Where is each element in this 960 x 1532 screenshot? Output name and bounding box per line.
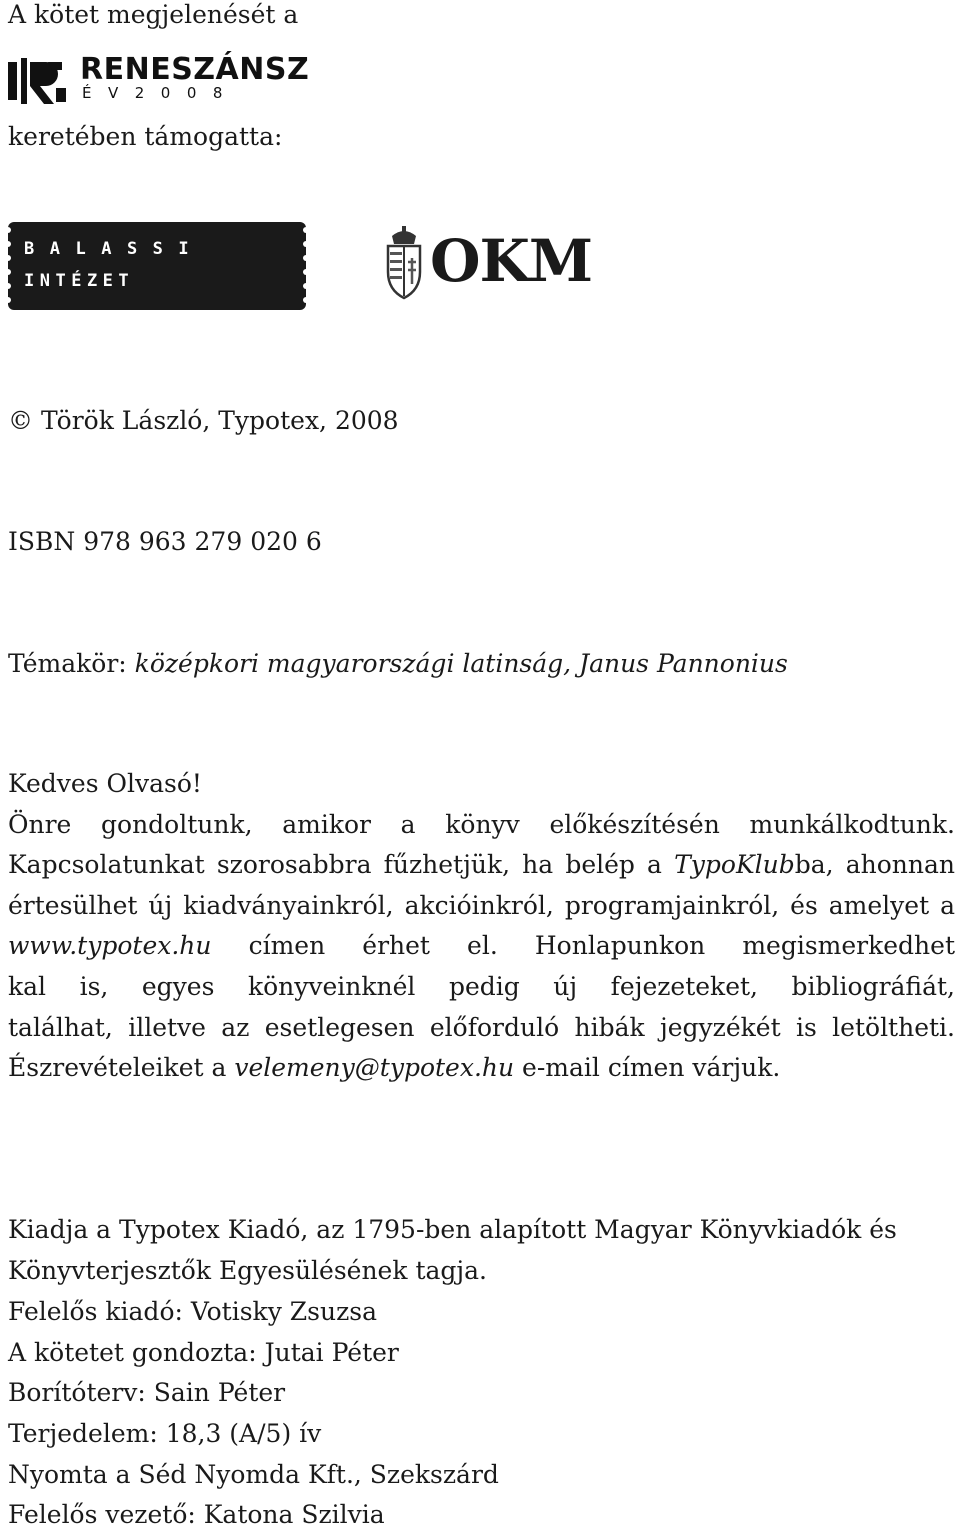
typoklub-name: TypoKlub (674, 850, 795, 880)
isbn-line: ISBN 978 963 279 020 6 (8, 527, 322, 556)
reader-line-6: találhat, illetve az esetlegesen előforduló hibák jegyzékét is letöltheti. (8, 1012, 955, 1042)
reader-line-1: Önre gondoltunk, amikor a könyv előkészítésén munkálkodtunk. (8, 809, 955, 839)
renaissance-year-logo (8, 52, 310, 106)
supported-by-text: keretében támogatta: (8, 122, 283, 151)
website-link[interactable]: www.typotex.hu (8, 931, 212, 961)
reader-line-3: értesülhet új kiadványainkról, akcióinkról, programjainkról, és amelyet a (8, 890, 955, 920)
colophon-line-8: Felelős vezető: Katona Szilvia (8, 1500, 385, 1529)
intro-text: A kötet megjelenését a (8, 0, 299, 29)
balassi-line-1: BALASSI (24, 239, 205, 259)
balassi-institute-logo (8, 222, 306, 310)
copyright-line: © Török László, Typotex, 2008 (8, 406, 399, 435)
topic-value: középkori magyarországi latinság, Janus Pannonius (134, 649, 788, 678)
reader-line-2-start: Kapcsolatunkat szorosabbra fűzhetjük, ha belép a (8, 850, 675, 880)
reader-line-7 (8, 1048, 955, 1089)
renaissance-name: RENESZÁNSZ (80, 52, 310, 87)
reader-line-2 (8, 845, 955, 886)
reader-line-7-end: e-mail címen várjuk. (514, 1053, 781, 1083)
topic-line (8, 647, 788, 681)
reader-line-7-start: Észrevételeiket a (8, 1053, 235, 1083)
colophon-line-6: Terjedelem: 18,3 (A/5) ív (8, 1419, 322, 1448)
colophon-line-2: Könyvterjesztők Egyesülésének tagja. (8, 1256, 488, 1285)
renaissance-logo-icon (8, 58, 70, 104)
hungarian-coat-of-arms-icon (384, 226, 424, 300)
colophon-line-5: Borítóterv: Sain Péter (8, 1378, 286, 1407)
balassi-line-2: INTÉZET (24, 271, 135, 291)
email-link[interactable]: velemeny@typotex.hu (234, 1053, 515, 1083)
reader-note (8, 764, 955, 1089)
reader-line-4-end: címen érhet el. Honlapunkon megismerkedhet (248, 931, 955, 961)
colophon-line-4: A kötetet gondozta: Jutai Péter (8, 1338, 399, 1367)
reader-line-5: kal is, egyes könyveinknél pedig új fejezeteket, bibliográfiát, (8, 971, 955, 1001)
topic-label: Témakör: (8, 649, 135, 678)
okm-logo (384, 222, 593, 302)
renaissance-year: ÉV2008 (82, 84, 239, 102)
colophon-line-7: Nyomta a Séd Nyomda Kft., Szekszárd (8, 1460, 499, 1489)
colophon-line-1: Kiadja a Typotex Kiadó, az 1795-ben alapított Magyar Könyvkiadók és (8, 1215, 897, 1244)
reader-line-4 (8, 926, 955, 967)
reader-greeting: Kedves Olvasó! (8, 769, 202, 798)
okm-text: OKM (430, 227, 593, 295)
reader-line-2-end: ba, ahonnan (794, 850, 955, 880)
stamp-edge-icon (8, 222, 306, 310)
colophon-line-3: Felelős kiadó: Votisky Zsuzsa (8, 1297, 377, 1326)
